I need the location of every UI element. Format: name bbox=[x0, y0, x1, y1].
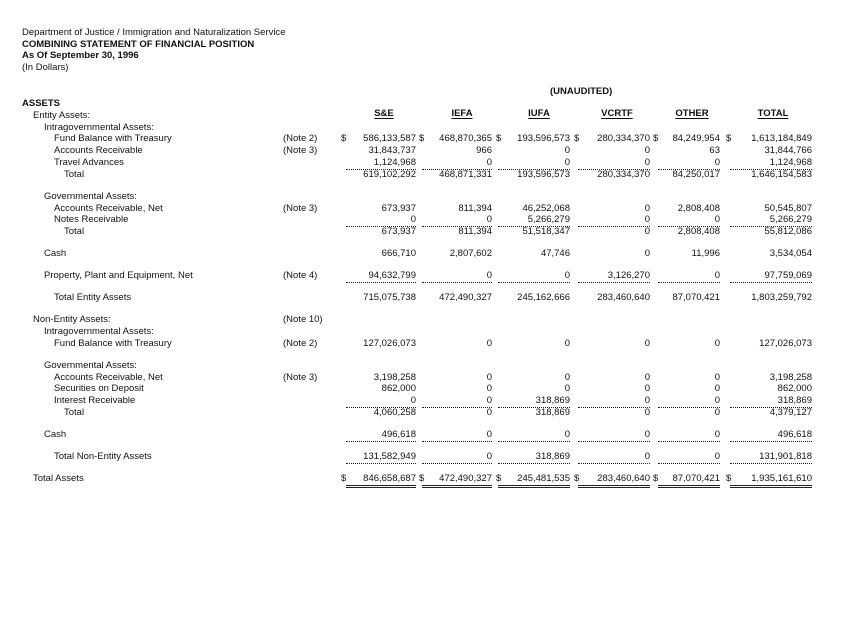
dollar-sign: $ bbox=[496, 473, 502, 484]
table-row bbox=[0, 429, 861, 441]
row-label: Intragovernmental Assets: bbox=[44, 121, 154, 133]
row-label: Accounts Receivable, Net bbox=[54, 202, 163, 214]
unaudited-label: (UNAUDITED) bbox=[550, 86, 613, 97]
amount-cell: 0 bbox=[564, 383, 570, 395]
amount-cell: 46,252,068 bbox=[522, 202, 570, 214]
dollar-sign: $ bbox=[341, 133, 347, 145]
amount-cell: 50,545,807 bbox=[764, 202, 812, 214]
table-row bbox=[0, 360, 861, 372]
amount-cell: 468,870,365 bbox=[439, 133, 492, 145]
amount-cell: 496,618 bbox=[730, 429, 812, 442]
amount-cell: 472,490,327 bbox=[422, 473, 492, 488]
units-line: (In Dollars) bbox=[22, 61, 69, 73]
dollar-sign: $ bbox=[341, 473, 347, 484]
amount-cell: 87,070,421 bbox=[658, 473, 720, 488]
amount-cell: 0 bbox=[564, 145, 570, 157]
dollar-sign: $ bbox=[653, 133, 659, 145]
amount-cell: 586,133,587 bbox=[363, 133, 416, 145]
amount-cell: 673,937 bbox=[381, 226, 416, 238]
table-row bbox=[0, 169, 861, 181]
row-label: Cash bbox=[44, 248, 67, 260]
amount-cell: 0 bbox=[644, 202, 650, 214]
amount-cell: 0 bbox=[658, 451, 720, 464]
statement-date: As Of September 30, 1996 bbox=[22, 50, 139, 61]
table-row bbox=[0, 372, 861, 384]
amount-cell: 0 bbox=[422, 157, 492, 170]
amount-cell: 0 bbox=[714, 383, 720, 395]
amount-cell: 63 bbox=[709, 145, 720, 157]
row-label: ASSETS bbox=[22, 98, 61, 109]
amount-cell: 193,596,573 bbox=[517, 168, 570, 180]
table-row bbox=[0, 191, 861, 203]
amount-cell: 496,618 bbox=[346, 429, 416, 442]
dollar-sign: $ bbox=[419, 473, 425, 484]
column-header: S&E bbox=[374, 108, 394, 119]
amount-cell: 0 bbox=[578, 429, 650, 442]
amount-cell: 0 bbox=[422, 395, 492, 408]
amount-cell: 0 bbox=[346, 214, 416, 227]
amount-cell: 0 bbox=[658, 395, 720, 408]
amount-cell: 846,658,687 bbox=[346, 473, 416, 488]
amount-cell: 0 bbox=[644, 226, 650, 238]
statement-title: COMBINING STATEMENT OF FINANCIAL POSITION bbox=[22, 38, 255, 50]
amount-cell: 55,812,086 bbox=[764, 226, 812, 238]
table-row bbox=[0, 248, 861, 260]
amount-cell: 0 bbox=[564, 337, 570, 349]
amount-cell: 1,124,968 bbox=[346, 157, 416, 170]
dollar-sign: $ bbox=[496, 133, 502, 145]
amount-cell: 0 bbox=[644, 407, 650, 418]
amount-cell: 280,334,370 bbox=[597, 133, 650, 145]
row-label: Securities on Deposit bbox=[54, 383, 144, 395]
amount-cell: 4,060,258 bbox=[373, 407, 416, 418]
table-row bbox=[0, 270, 861, 282]
amount-cell: 673,937 bbox=[381, 202, 416, 214]
amount-cell: 966 bbox=[476, 145, 492, 157]
amount-cell: 1,613,184,849 bbox=[751, 133, 812, 145]
row-label: Cash bbox=[44, 429, 67, 440]
amount-cell: 94,632,799 bbox=[346, 270, 416, 283]
row-label: Total bbox=[64, 168, 85, 180]
amount-cell: 619,102,292 bbox=[363, 168, 416, 180]
amount-cell: 87,070,421 bbox=[672, 292, 720, 304]
row-label: Total Entity Assets bbox=[54, 292, 132, 304]
amount-cell: 0 bbox=[422, 214, 492, 227]
note-reference: (Note 3) bbox=[283, 371, 318, 383]
amount-cell: 318,869 bbox=[498, 451, 570, 464]
amount-cell: 193,596,573 bbox=[517, 133, 570, 145]
amount-cell: 5,266,279 bbox=[498, 214, 570, 227]
amount-cell: 0 bbox=[422, 451, 492, 464]
note-reference: (Note 2) bbox=[283, 337, 318, 349]
amount-cell: 47,746 bbox=[540, 248, 570, 260]
amount-cell: 84,250,017 bbox=[672, 168, 720, 180]
amount-cell: 0 bbox=[714, 371, 720, 383]
dollar-sign: $ bbox=[726, 133, 732, 145]
table-row bbox=[0, 110, 861, 122]
amount-cell: 5,266,279 bbox=[730, 214, 812, 227]
amount-cell: 0 bbox=[658, 429, 720, 442]
row-label: Total bbox=[64, 407, 85, 418]
row-label: Accounts Receivable bbox=[54, 145, 143, 157]
column-header: IUFA bbox=[528, 108, 550, 119]
amount-cell: 0 bbox=[422, 270, 492, 283]
table-row bbox=[0, 122, 861, 134]
row-label: Interest Receivable bbox=[54, 395, 136, 407]
amount-cell: 468,871,331 bbox=[439, 168, 492, 180]
row-label: Accounts Receivable, Net bbox=[54, 371, 163, 383]
row-label: Total Assets bbox=[33, 473, 84, 484]
amount-cell: 0 bbox=[564, 371, 570, 383]
table-row bbox=[0, 407, 861, 419]
amount-cell: 0 bbox=[578, 214, 650, 227]
agency-line: Department of Justice / Immigration and Naturalization Service bbox=[22, 27, 286, 38]
table-row bbox=[0, 326, 861, 338]
table-row bbox=[0, 473, 861, 485]
row-label: Governmental Assets: bbox=[44, 190, 137, 202]
note-reference: (Note 2) bbox=[283, 133, 318, 145]
amount-cell: 2,808,408 bbox=[677, 226, 720, 238]
amount-cell: 3,198,258 bbox=[373, 371, 416, 383]
amount-cell: 811,394 bbox=[458, 202, 492, 214]
amount-cell: 245,162,666 bbox=[517, 292, 570, 304]
note-reference: (Note 3) bbox=[283, 202, 318, 214]
row-label: Total bbox=[64, 226, 85, 238]
amount-cell: 131,582,949 bbox=[346, 451, 416, 464]
row-label: Property, Plant and Equipment, Net bbox=[44, 270, 193, 282]
table-row bbox=[0, 145, 861, 157]
table-row bbox=[0, 214, 861, 226]
amount-cell: 131,901,818 bbox=[730, 451, 812, 464]
column-header: VCRTF bbox=[601, 108, 633, 119]
dollar-sign: $ bbox=[419, 133, 425, 145]
amount-cell: 472,490,327 bbox=[439, 292, 492, 304]
table-row bbox=[0, 292, 861, 304]
amount-cell: 318,869 bbox=[498, 395, 570, 408]
amount-cell: 0 bbox=[486, 407, 492, 418]
amount-cell: 0 bbox=[644, 248, 650, 260]
amount-cell: 715,075,738 bbox=[363, 292, 416, 304]
note-reference: (Note 3) bbox=[283, 145, 318, 157]
amount-cell: 31,844,766 bbox=[764, 145, 812, 157]
amount-cell: 51,518,347 bbox=[522, 226, 570, 238]
row-label: Total Non-Entity Assets bbox=[54, 451, 152, 462]
amount-cell: 280,334,370 bbox=[597, 168, 650, 180]
amount-cell: 0 bbox=[486, 371, 492, 383]
table-row bbox=[0, 226, 861, 238]
amount-cell: 97,759,069 bbox=[730, 270, 812, 283]
amount-cell: 11,996 bbox=[691, 248, 720, 260]
amount-cell: 1,803,259,792 bbox=[751, 292, 812, 304]
column-header: OTHER bbox=[675, 108, 709, 119]
amount-cell: 0 bbox=[644, 337, 650, 349]
row-label: Intragovernmental Assets: bbox=[44, 326, 154, 337]
amount-cell: 283,460,640 bbox=[597, 292, 650, 304]
amount-cell: 2,807,602 bbox=[449, 248, 492, 260]
amount-cell: 1,646,154,583 bbox=[751, 168, 812, 180]
amount-cell: 0 bbox=[498, 157, 570, 170]
amount-cell: 0 bbox=[644, 145, 650, 157]
row-label: Fund Balance with Treasury bbox=[54, 133, 172, 145]
table-row bbox=[0, 98, 861, 110]
note-reference: (Note 10) bbox=[283, 314, 323, 326]
row-label: Entity Assets: bbox=[33, 109, 91, 121]
table-row bbox=[0, 133, 861, 145]
amount-cell: 666,710 bbox=[381, 248, 416, 260]
table-row bbox=[0, 314, 861, 326]
amount-cell: 318,869 bbox=[730, 395, 812, 408]
dollar-sign: $ bbox=[574, 133, 580, 145]
amount-cell: 31,843,737 bbox=[368, 145, 416, 157]
amount-cell: 0 bbox=[578, 157, 650, 170]
amount-cell: 0 bbox=[658, 157, 720, 170]
amount-cell: 862,000 bbox=[777, 383, 812, 395]
dollar-sign: $ bbox=[653, 473, 659, 484]
amount-cell: 0 bbox=[486, 383, 492, 395]
table-row bbox=[0, 395, 861, 407]
row-label: Notes Receivable bbox=[54, 214, 129, 226]
amount-cell: 2,808,408 bbox=[677, 202, 720, 214]
table-row bbox=[0, 157, 861, 169]
amount-cell: 0 bbox=[658, 214, 720, 227]
amount-cell: 862,000 bbox=[381, 383, 416, 395]
amount-cell: 0 bbox=[422, 429, 492, 442]
row-label: Non-Entity Assets: bbox=[33, 314, 111, 326]
amount-cell: 0 bbox=[714, 337, 720, 349]
amount-cell: 1,935,161,610 bbox=[730, 473, 812, 488]
amount-cell: 0 bbox=[486, 337, 492, 349]
amount-cell: 0 bbox=[714, 407, 720, 418]
amount-cell: 283,460,640 bbox=[578, 473, 650, 488]
amount-cell: 0 bbox=[498, 270, 570, 283]
column-header: TOTAL bbox=[757, 108, 789, 119]
amount-cell: 84,249,954 bbox=[672, 133, 720, 145]
amount-cell: 0 bbox=[578, 395, 650, 408]
amount-cell: 245,481,535 bbox=[498, 473, 570, 488]
amount-cell: 127,026,073 bbox=[363, 337, 416, 349]
row-label: Travel Advances bbox=[54, 157, 124, 168]
amount-cell: 0 bbox=[644, 383, 650, 395]
amount-cell: 0 bbox=[658, 270, 720, 283]
amount-cell: 3,534,054 bbox=[769, 248, 812, 260]
amount-cell: 4,379,127 bbox=[769, 407, 812, 418]
amount-cell: 3,126,270 bbox=[578, 270, 650, 283]
amount-cell: 0 bbox=[346, 395, 416, 408]
dollar-sign: $ bbox=[726, 473, 732, 484]
table-row bbox=[0, 338, 861, 350]
amount-cell: 318,869 bbox=[535, 407, 570, 418]
note-reference: (Note 4) bbox=[283, 270, 318, 282]
row-label: Fund Balance with Treasury bbox=[54, 337, 172, 349]
table-row bbox=[0, 203, 861, 215]
amount-cell: 0 bbox=[578, 451, 650, 464]
amount-cell: 0 bbox=[644, 371, 650, 383]
row-label: Governmental Assets: bbox=[44, 359, 137, 371]
column-header: IEFA bbox=[451, 108, 473, 119]
amount-cell: 1,124,968 bbox=[730, 157, 812, 170]
amount-cell: 811,394 bbox=[458, 226, 492, 238]
amount-cell: 127,026,073 bbox=[759, 337, 812, 349]
amount-cell: 0 bbox=[498, 429, 570, 442]
dollar-sign: $ bbox=[574, 473, 580, 484]
table-row bbox=[0, 451, 861, 463]
table-row bbox=[0, 383, 861, 395]
amount-cell: 3,198,258 bbox=[769, 371, 812, 383]
